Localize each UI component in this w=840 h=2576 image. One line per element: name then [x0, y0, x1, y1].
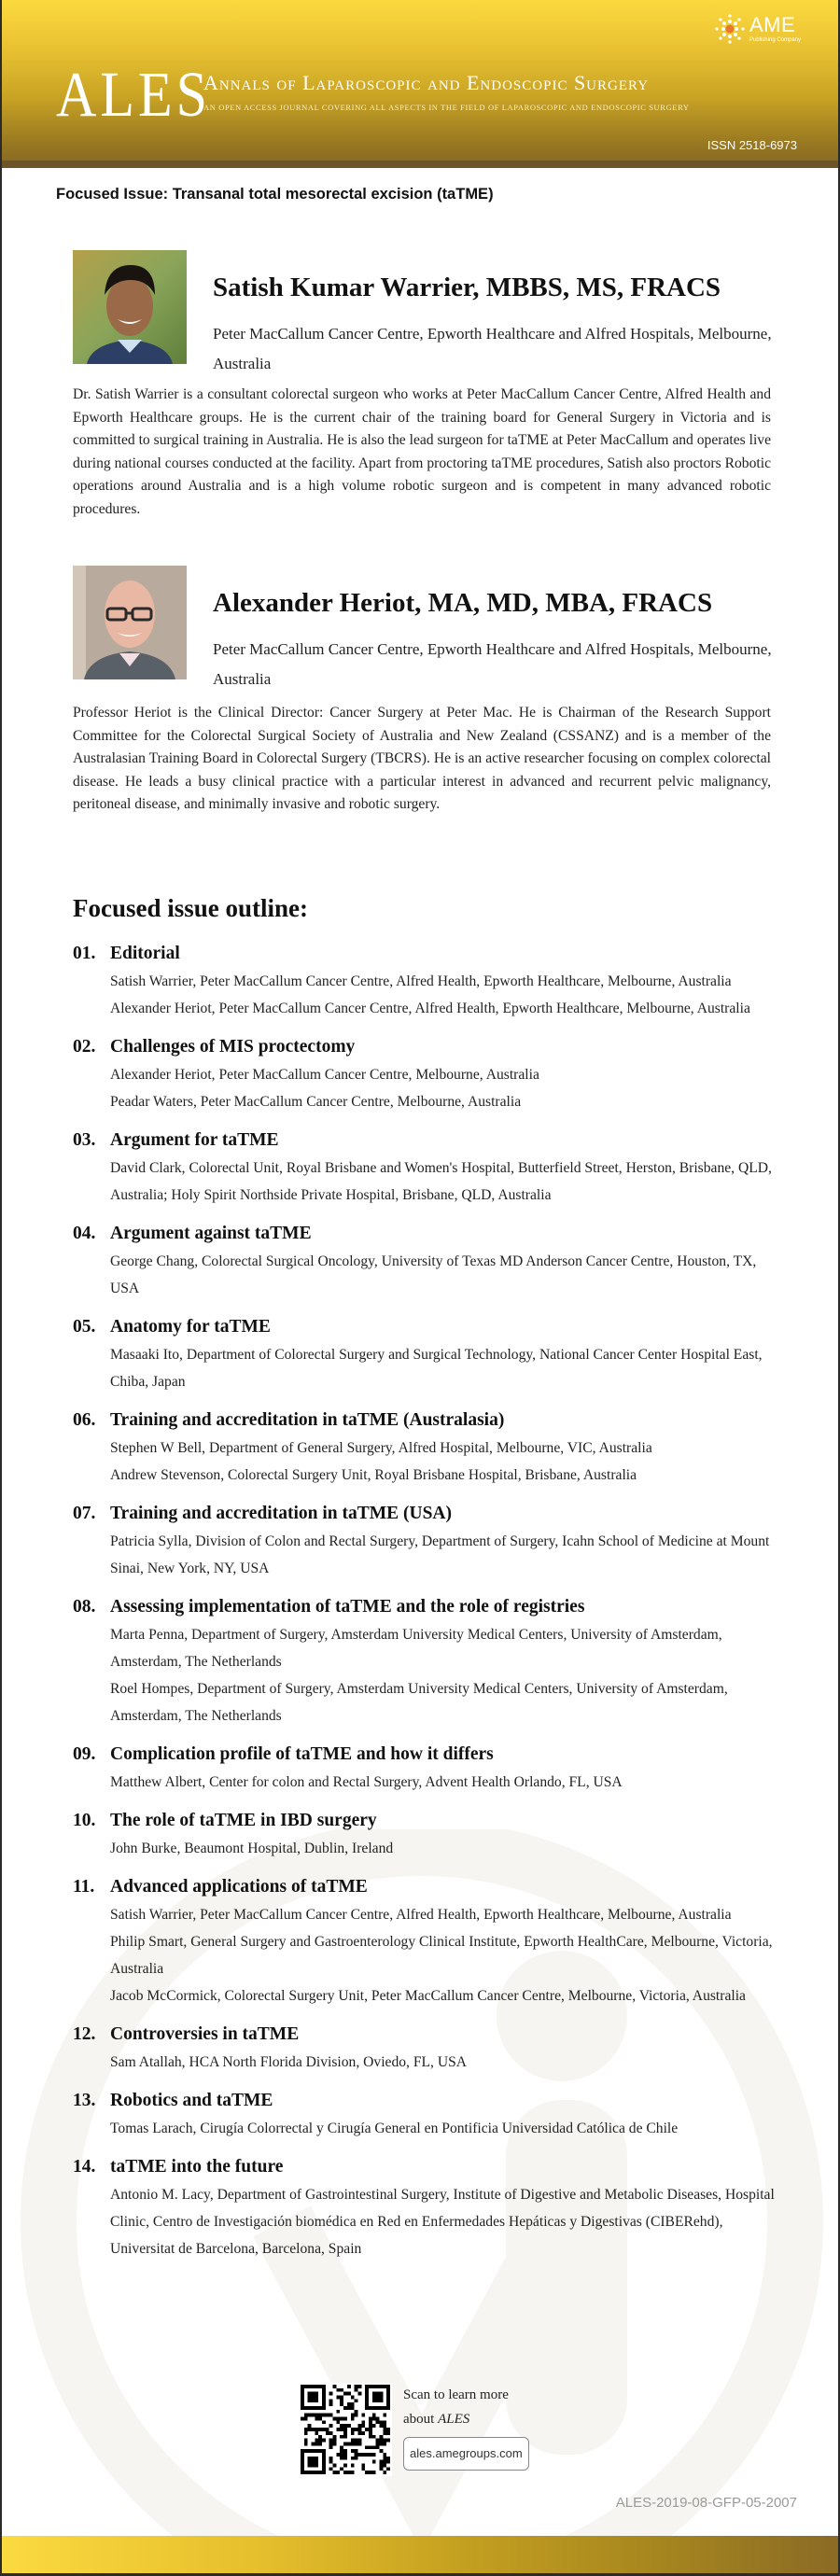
editor-affiliation: Peter MacCallum Cancer Centre, Epworth Healthcare and Alfred Hospitals, Melbourne, Australia — [213, 640, 772, 688]
outline-list — [73, 940, 782, 2274]
outline-item-heading — [73, 2021, 782, 2049]
outline-item-number: 14. — [73, 2157, 96, 2177]
outline-item-number: 08. — [73, 1597, 96, 1617]
outline-item-title: Robotics and taTME — [110, 2091, 273, 2110]
outline-item-author: Philip Smart, General Surgery and Gastroenterology Clinical Institute, Epworth HealthCare, Melbourne, Victoria, Australia — [110, 1934, 773, 1977]
scan-line-1: Scan to learn more — [403, 2387, 509, 2402]
outline-item-heading — [73, 1873, 782, 1901]
outline-item — [73, 1593, 782, 1729]
outline-item-author: Masaaki Ito, Department of Colorectal Surgery and Surgical Technology, National Cancer Center Hospital East, Chiba, Japan — [110, 1347, 763, 1390]
publisher-logo[interactable] — [714, 13, 801, 45]
outline-item-number: 04. — [73, 1224, 96, 1243]
journal-logo-mark: ALES — [56, 59, 211, 131]
outline-item-author: Jacob McCormick, Colorectal Surgery Unit, Peter MacCallum Cancer Centre, Melbourne, Victoria, Australia — [110, 1988, 746, 2004]
outline-item — [73, 1127, 782, 1209]
outline-item — [73, 2087, 782, 2142]
outline-item-title: Argument against taTME — [110, 1224, 312, 1243]
outline-title: Focused issue outline: — [73, 894, 309, 922]
outline-item-author: Andrew Stevenson, Colorectal Surgery Unit, Royal Brisbane Hospital, Brisbane, Australia — [110, 1467, 637, 1483]
outline-item — [73, 1313, 782, 1395]
outline-item-heading — [73, 1741, 782, 1769]
outline-item-number: 11. — [73, 1877, 95, 1897]
editor-bio: Professor Heriot is the Clinical Director: Cancer Surgery at Peter Mac. He is Chairman of the Research Support Committee for the Colorectal Surgical Society of Australia and New Zealand (CSSANZ) and is a member of the Australasian Training Board in Colorectal Surgery (TBCRS). He is an active researcher focusing on complex colorectal disease. He leads a busy clinical practice with a particular interest in advanced and recurrent pelvic malignancy, peritoneal disease, and minimally invasive and robotic surgery. — [73, 705, 771, 812]
scan-block — [299, 2383, 529, 2476]
outline-item-author: David Clark, Colorectal Unit, Royal Brisbane and Women's Hospital, Butterfield Street, Herston, Brisbane, QLD, Australia; Holy Spirit Northside Private Hospital, Brisbane, QLD, Australia — [110, 1160, 772, 1203]
outline-item — [73, 1500, 782, 1582]
outline-item — [73, 1807, 782, 1862]
outline-item — [73, 940, 782, 1022]
outline-item-title: Training and accreditation in taTME (Australasia) — [110, 1410, 505, 1430]
scan-line-2-prefix: about — [403, 2412, 439, 2427]
scan-line-2 — [403, 2407, 529, 2431]
outline-item-title: Training and accreditation in taTME (USA) — [110, 1504, 453, 1523]
outline-item-number: 13. — [73, 2091, 96, 2110]
outline-item-number: 12. — [73, 2024, 96, 2044]
journal-header — [2, 0, 838, 161]
editor-bio: Dr. Satish Warrier is a consultant colorectal surgeon who works at Peter MacCallum Cancer Centre, Alfred Health and Epworth Healthcare groups. He is the current chair of the training board for General Surgery in Victoria and is committed to surgical training in Australia. He is also the lead surgeon for taTME at Peter MacCallum and operates live during national courses conducted at the facility. Apart from proctoring taTME procedures, Satish also proctors Robotic operations around Australia and is a high volume robotic surgeon and is competent in many advanced robotic procedures. — [73, 386, 771, 517]
outline-item-author: Marta Penna, Department of Surgery, Amsterdam University Medical Centers, University of Amsterdam, Amsterdam, The Netherlands — [110, 1627, 722, 1670]
editor-photo — [73, 250, 187, 364]
outline-item-title: Challenges of MIS proctectomy — [110, 1037, 356, 1057]
outline-item-title: Controversies in taTME — [110, 2024, 300, 2044]
outline-item-author: Sam Atallah, HCA North Florida Division, Oviedo, FL, USA — [110, 2054, 468, 2070]
outline-item-number: 02. — [73, 1037, 96, 1057]
outline-item-author: Alexander Heriot, Peter MacCallum Cancer Centre, Alfred Health, Epworth Healthcare, Melbourne, Australia — [110, 1001, 750, 1016]
qr-code-icon[interactable] — [299, 2383, 392, 2476]
outline-item — [73, 1741, 782, 1796]
outline-item-number: 05. — [73, 1317, 96, 1337]
outline-item-heading — [73, 1500, 782, 1528]
outline-item-author: Tomas Larach, Cirugía Colorrectal y Cirugía General en Pontificia Universidad Católica de Chile — [110, 2121, 679, 2136]
outline-item-heading — [73, 940, 782, 968]
outline-item-number: 10. — [73, 1811, 96, 1830]
scan-caption — [403, 2383, 529, 2476]
outline-item-author: George Chang, Colorectal Surgical Oncology, University of Texas MD Anderson Cancer Centre, Houston, TX, USA — [110, 1253, 757, 1296]
outline-item-title: Advanced applications of taTME — [110, 1877, 368, 1897]
outline-item-title: taTME into the future — [110, 2157, 284, 2177]
outline-item-title: Complication profile of taTME and how it differs — [110, 1744, 494, 1764]
issn-number: ISSN 2518-6973 — [707, 138, 797, 152]
outline-item-number: 06. — [73, 1410, 96, 1430]
editor-affiliation: Peter MacCallum Cancer Centre, Epworth Healthcare and Alfred Hospitals, Melbourne, Australia — [213, 325, 772, 372]
outline-item — [73, 2153, 782, 2262]
outline-item-author: Satish Warrier, Peter MacCallum Cancer Centre, Alfred Health, Epworth Healthcare, Melbourne, Australia — [110, 1907, 732, 1923]
outline-item-number: 07. — [73, 1504, 96, 1523]
outline-item — [73, 1033, 782, 1115]
ame-burst-icon — [714, 13, 746, 45]
outline-item — [73, 2021, 782, 2076]
outline-item-author: Matthew Albert, Center for colon and Rectal Surgery, Advent Health Orlando, FL, USA — [110, 1774, 623, 1790]
outline-item-author: Alexander Heriot, Peter MacCallum Cancer Centre, Melbourne, Australia — [110, 1067, 539, 1083]
outline-item-author: Stephen W Bell, Department of General Surgery, Alfred Hospital, Melbourne, VIC, Australia — [110, 1440, 652, 1456]
outline-item-heading — [73, 1127, 782, 1155]
journal-subtitle: AN OPEN ACCESS JOURNAL COVERING ALL ASPECTS IN THE FIELD OF LAPAROSCOPIC AND ENDOSCOPIC SURGERY — [203, 103, 690, 112]
outline-item-heading — [73, 1033, 782, 1061]
outline-item-title: Anatomy for taTME — [110, 1317, 271, 1337]
outline-item-heading — [73, 1807, 782, 1835]
editor-photo — [73, 566, 187, 679]
editor-name: Alexander Heriot, MA, MD, MBA, FRACS — [213, 588, 713, 618]
document-code: ALES-2019-08-GFP-05-2007 — [615, 2495, 797, 2511]
outline-item-author: Satish Warrier, Peter MacCallum Cancer Centre, Alfred Health, Epworth Healthcare, Melbourne, Australia — [110, 973, 732, 989]
outline-item — [73, 1407, 782, 1489]
outline-item-number: 03. — [73, 1130, 96, 1150]
publisher-name: AME — [749, 13, 796, 36]
publisher-subtitle: Publishing Company — [749, 37, 801, 43]
outline-item-number: 09. — [73, 1744, 96, 1764]
outline-item-heading — [73, 2153, 782, 2181]
footer-bar — [2, 2536, 838, 2573]
outline-item-author: Antonio M. Lacy, Department of Gastrointestinal Surgery, Institute of Digestive and Metabolic Diseases, Hospital Clinic, Centro de Investigación biomédica en Red en Enfermedades Hepáticas y Digestivas (CIBERehd), Universitat de Barcelona, Barcelona, Spain — [110, 2187, 775, 2257]
outline-item-heading — [73, 1313, 782, 1341]
outline-item — [73, 1873, 782, 2009]
focused-issue-title: Focused Issue: Transanal total mesorectal excision (taTME) — [56, 186, 494, 203]
outline-item-heading — [73, 1407, 782, 1435]
outline-item-title: The role of taTME in IBD surgery — [110, 1811, 377, 1830]
outline-item-title: Argument for taTME — [110, 1130, 279, 1150]
outline-item-author: John Burke, Beaumont Hospital, Dublin, Ireland — [110, 1841, 394, 1856]
outline-item-number: 01. — [73, 944, 96, 963]
journal-url-link[interactable]: ales.amegroups.com — [403, 2437, 529, 2471]
outline-item-author: Patricia Sylla, Division of Colon and Rectal Surgery, Department of Surgery, Icahn School of Medicine at Mount Sinai, New York, NY, USA — [110, 1533, 770, 1576]
outline-item-title: Assessing implementation of taTME and the role of registries — [110, 1597, 585, 1617]
scan-line-2-journal: ALES — [438, 2412, 470, 2427]
outline-item-title: Editorial — [110, 944, 180, 963]
outline-item — [73, 1220, 782, 1302]
editor-name: Satish Kumar Warrier, MBBS, MS, FRACS — [213, 273, 721, 302]
outline-item-author: Roel Hompes, Department of Surgery, Amsterdam University Medical Centers, University of Amsterdam, Amsterdam, The Netherlands — [110, 1681, 728, 1724]
outline-item-heading — [73, 2087, 782, 2115]
outline-item-author: Peadar Waters, Peter MacCallum Cancer Centre, Melbourne, Australia — [110, 1094, 522, 1110]
header-divider — [2, 161, 838, 168]
outline-item-heading — [73, 1593, 782, 1621]
journal-title: Annals of Laparoscopic and Endoscopic Surgery — [203, 71, 650, 94]
outline-item-heading — [73, 1220, 782, 1248]
